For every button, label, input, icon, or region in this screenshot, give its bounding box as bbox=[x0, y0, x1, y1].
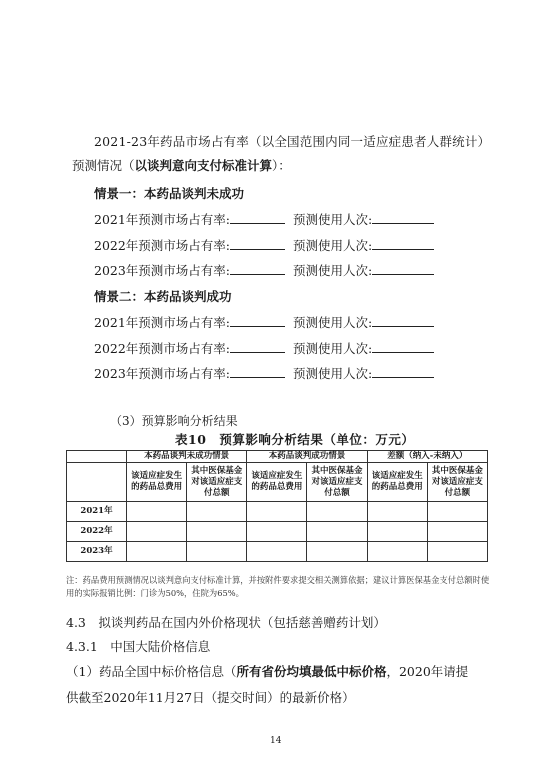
scenario1-row-2022 bbox=[94, 236, 434, 254]
year-cell: 2023年 bbox=[67, 542, 127, 562]
year-cell: 2021年 bbox=[67, 502, 127, 522]
value-cell[interactable] bbox=[127, 542, 187, 562]
group-header: 本药品谈判成功情景 bbox=[247, 451, 367, 463]
value-cell[interactable] bbox=[247, 542, 307, 562]
share-field[interactable] bbox=[230, 261, 285, 275]
share-field[interactable] bbox=[230, 210, 285, 224]
section-4-3-1-heading: 4.3.1 中国大陆价格信息 bbox=[66, 639, 211, 654]
corner-cell bbox=[67, 451, 127, 463]
share-field[interactable] bbox=[230, 236, 285, 250]
intro-line-1: 2021-23年药品市场占有率（以全国范围内同一适应症患者人群统计） bbox=[94, 134, 491, 149]
use-field[interactable] bbox=[372, 339, 434, 353]
scenario1-title: 情景一：本药品谈判未成功 bbox=[94, 186, 245, 201]
share-label: 2022年预测市场占有率: bbox=[94, 341, 231, 356]
share-label: 2021年预测市场占有率: bbox=[94, 212, 231, 227]
scenario1-row-2021 bbox=[94, 210, 434, 228]
use-field[interactable] bbox=[372, 313, 434, 327]
sub-header: 其中医保基金对该适应症支付总额 bbox=[427, 463, 487, 502]
intro-line-2-suffix: ）： bbox=[272, 158, 291, 173]
value-cell[interactable] bbox=[367, 502, 427, 522]
sub-header: 该适应症发生的药品总费用 bbox=[127, 463, 187, 502]
para1-suffix: ，2020年请提 bbox=[386, 664, 469, 679]
scenario1-row-2023 bbox=[94, 261, 434, 279]
table-row bbox=[67, 522, 488, 542]
intro-line-2 bbox=[72, 156, 291, 174]
scenario2-title: 情景二：本药品谈判成功 bbox=[94, 289, 232, 304]
share-field[interactable] bbox=[230, 339, 285, 353]
value-cell[interactable] bbox=[247, 502, 307, 522]
value-cell[interactable] bbox=[427, 542, 487, 562]
scenario2-row-2022 bbox=[94, 339, 434, 357]
value-cell[interactable] bbox=[187, 502, 247, 522]
group-header: 差额（纳入-未纳入） bbox=[367, 451, 487, 463]
para1-prefix: （1）药品全国中标价格信息（ bbox=[66, 664, 237, 679]
share-field[interactable] bbox=[230, 313, 285, 327]
group-header: 本药品谈判未成功情景 bbox=[127, 451, 247, 463]
use-label: 预测使用人次: bbox=[293, 263, 373, 278]
value-cell[interactable] bbox=[247, 522, 307, 542]
intro-line-2-bold: 以谈判意向支付标准计算 bbox=[134, 158, 273, 173]
scenario2-row-2021 bbox=[94, 313, 434, 331]
section-4-3-heading: 4.3 拟谈判药品在国内外价格现状（包括慈善赠药计划） bbox=[66, 615, 386, 630]
corner-cell bbox=[67, 463, 127, 502]
scenario2-row-2023 bbox=[94, 364, 434, 382]
use-field[interactable] bbox=[372, 210, 434, 224]
intro-line-2-prefix: 预测情况（ bbox=[72, 158, 135, 173]
table-note: 注：药品费用预测情况以谈判意向支付标准计算，并按附件要求提交相关测算依据；建议计算医保基金支付总额时使用的实际报销比例：门诊为50%，住院为65%。 bbox=[66, 575, 490, 598]
value-cell[interactable] bbox=[427, 522, 487, 542]
para1-bold: 所有省份均填最低中标价格 bbox=[236, 664, 387, 679]
value-cell[interactable] bbox=[127, 522, 187, 542]
value-cell[interactable] bbox=[307, 522, 367, 542]
value-cell[interactable] bbox=[187, 522, 247, 542]
use-field[interactable] bbox=[372, 261, 434, 275]
value-cell[interactable] bbox=[307, 542, 367, 562]
sub-header: 该适应症发生的药品总费用 bbox=[247, 463, 307, 502]
table-title: 表10 预算影响分析结果（单位：万元） bbox=[175, 432, 415, 447]
use-label: 预测使用人次: bbox=[293, 315, 373, 330]
use-label: 预测使用人次: bbox=[293, 238, 373, 253]
budget-impact-table bbox=[66, 450, 488, 562]
sub-header: 该适应症发生的药品总费用 bbox=[367, 463, 427, 502]
sub-header: 其中医保基金对该适应症支付总额 bbox=[307, 463, 367, 502]
use-label: 预测使用人次: bbox=[293, 341, 373, 356]
sub-header: 其中医保基金对该适应症支付总额 bbox=[187, 463, 247, 502]
value-cell[interactable] bbox=[367, 542, 427, 562]
share-label: 2023年预测市场占有率: bbox=[94, 263, 231, 278]
use-field[interactable] bbox=[372, 236, 434, 250]
share-field[interactable] bbox=[230, 364, 285, 378]
value-cell[interactable] bbox=[307, 502, 367, 522]
table-row bbox=[67, 502, 488, 522]
share-label: 2021年预测市场占有率: bbox=[94, 315, 231, 330]
paragraph-1-line-2: 供截至2020年11月27日（提交时间）的最新价格） bbox=[66, 690, 355, 705]
use-label: 预测使用人次: bbox=[293, 366, 373, 381]
value-cell[interactable] bbox=[367, 522, 427, 542]
table-row bbox=[67, 542, 488, 562]
value-cell[interactable] bbox=[187, 542, 247, 562]
share-label: 2023年预测市场占有率: bbox=[94, 366, 231, 381]
page-number: 14 bbox=[270, 736, 282, 746]
year-cell: 2022年 bbox=[67, 522, 127, 542]
value-cell[interactable] bbox=[127, 502, 187, 522]
use-label: 预测使用人次: bbox=[293, 212, 373, 227]
value-cell[interactable] bbox=[427, 502, 487, 522]
use-field[interactable] bbox=[372, 364, 434, 378]
share-label: 2022年预测市场占有率: bbox=[94, 238, 231, 253]
section-3-heading: （3）预算影响分析结果 bbox=[110, 414, 238, 428]
paragraph-1-line-1 bbox=[66, 662, 468, 680]
